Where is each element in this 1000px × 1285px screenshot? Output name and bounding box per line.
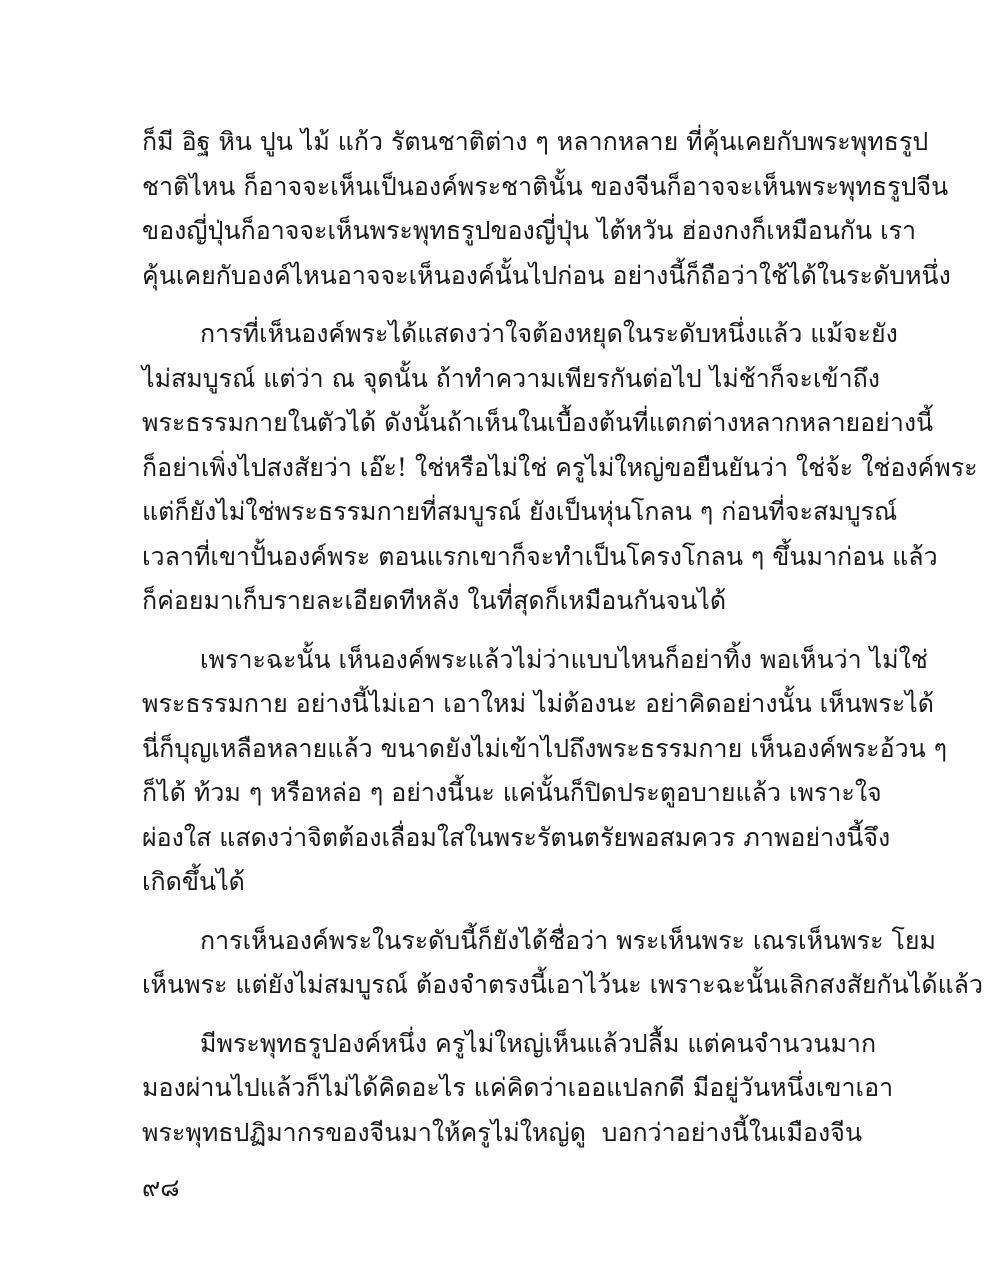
paragraph xyxy=(142,1022,894,1156)
text-line: เพราะฉะนั้น เห็นองค์พระแล้วไม่ว่าแบบไหนก็อย่าทิ้ง พอเห็นว่า ไม่ใช่ xyxy=(200,644,928,674)
text-line: ของญี่ปุ่นก็อาจจะเห็นพระพุทธรูปของญี่ปุ่น ไต้หวัน ฮ่องกงก็เหมือนกัน เรา xyxy=(142,216,917,245)
text-line: ผ่องใส แสดงว่าจิตต้องเลื่อมใสในพระรัตนตรัยพอสมควร ภาพอย่างนี้จึง xyxy=(142,822,891,852)
text-line: แต่ก็ยังไม่ใช่พระธรรมกายที่สมบูรณ์ ยังเป็นหุ่นโกลน ๆ ก่อนที่จะสมบูรณ์ xyxy=(142,497,898,526)
text-line: ก็ได้ ท้วม ๆ หรือหล่อ ๆ อย่างนี้นะ แค่นั้นก็ปิดประตูอบายแล้ว เพราะใจ xyxy=(142,778,882,807)
page-number: ๙๘ xyxy=(142,1173,180,1202)
text-line: การเห็นองค์พระในระดับนี้ก็ยังได้ชื่อว่า พระเห็นพระ เณรเห็นพระ โยม xyxy=(200,925,936,955)
text-line: ไม่สมบูรณ์ แต่ว่า ณ จุดนั้น ถ้าทำความเพียรกันต่อไป ไม่ช้าก็จะเข้าถึง xyxy=(142,363,880,393)
text-line: มองผ่านไปแล้วก็ไม่ได้คิดอะไร แค่คิดว่าเออแปลกดี มีอยู่วันหนึ่งเขาเอา xyxy=(142,1073,894,1102)
text-line: ชาติไหน ก็อาจจะเห็นเป็นองค์พระชาตินั้น ของจีนก็อาจจะเห็นพระพุทธรูปจีน xyxy=(142,171,949,201)
text-line: เกิดขึ้นได้ xyxy=(142,867,245,896)
text-line: คุ้นเคยกับองค์ไหนอาจจะเห็นองค์นั้นไปก่อน อย่างนี้ก็ถือว่าใช้ได้ในระดับหนึ่ง xyxy=(142,260,951,290)
text-line: นี่ก็บุญเหลือหลายแล้ว ขนาดยังไม่เข้าไปถึงพระธรรมกาย เห็นองค์พระอ้วน ๆ xyxy=(142,733,948,763)
text-line: การที่เห็นองค์พระได้แสดงว่าใจต้องหยุดในระดับหนึ่งแล้ว แม้จะยัง xyxy=(200,319,898,348)
text-line: พระธรรมกายในตัวได้ ดังนั้นถ้าเห็นในเบื้องต้นที่แตกต่างหลากหลายอย่างนี้ xyxy=(142,408,934,437)
paragraph xyxy=(142,919,984,1008)
text-line: พระธรรมกาย อย่างนี้ไม่เอา เอาใหม่ ไม่ต้องนะ อย่าคิดอย่างนั้น เห็นพระได้ xyxy=(142,689,934,718)
paragraph xyxy=(142,638,948,905)
text-line: ก็มี อิฐ หิน ปูน ไม้ แก้ว รัตนชาติต่าง ๆ หลากหลาย ที่คุ้นเคยกับพระพุทธรูป xyxy=(142,127,929,156)
document-body xyxy=(142,120,984,1169)
text-line: ก็ค่อยมาเก็บรายละเอียดทีหลัง ในที่สุดก็เหมือนกันจนได้ xyxy=(142,586,727,615)
text-line: เวลาที่เขาปั้นองค์พระ ตอนแรกเขาก็จะทำเป็นโครงโกลน ๆ ขึ้นมาก่อน แล้ว xyxy=(142,541,938,571)
text-line: พระพุทธปฏิมากรของจีนมาให้ครูไม่ใหญ่ดู บอกว่าอย่างนี้ในเมืองจีน xyxy=(142,1117,862,1147)
paragraph xyxy=(142,120,951,298)
text-line: ก็อย่าเพิ่งไปสงสัยว่า เอ๊ะ! ใช่หรือไม่ใช่ ครูไม่ใหญ่ขอยืนยันว่า ใช่จ้ะ ใช่องค์พระ xyxy=(142,452,978,482)
text-line: เห็นพระ แต่ยังไม่สมบูรณ์ ต้องจำตรงนี้เอาไว้นะ เพราะฉะนั้นเลิกสงสัยกันได้แล้ว xyxy=(142,970,984,999)
paragraph xyxy=(142,312,978,624)
text-line: มีพระพุทธรูปองค์หนึ่ง ครูไม่ใหญ่เห็นแล้วปลื้ม แต่คนจำนวนมาก xyxy=(200,1028,877,1058)
